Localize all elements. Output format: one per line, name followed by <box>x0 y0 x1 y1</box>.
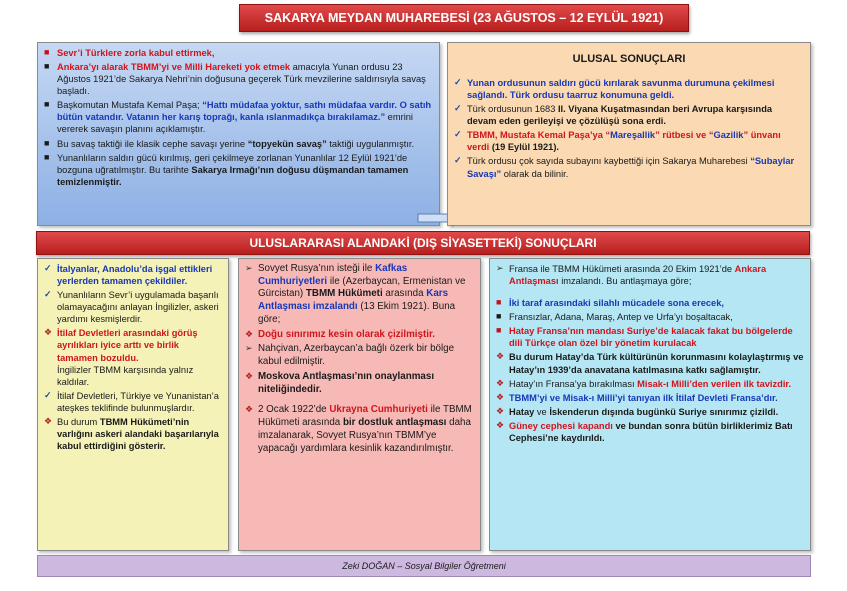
list-item: ✓ Türk ordusu çok sayıda subayını kaybettiği için Sakarya Muharebesi “Subaylar Savaşı” olarak da bilinir. <box>454 155 795 179</box>
list-item: ➢ Nahçivan, Azerbaycan’a bağlı özerk bir bölge kabul edilmiştir. <box>245 343 455 368</box>
list-item: ✓ Türk ordusunun 1683 II. Viyana Kuşatmasından beri Avrupa karşısında devam eden gerileyişi ve çözülüşü sona erdi. <box>454 103 773 127</box>
list-item: ■ Ankara’yı alarak TBMM’yi ve Milli Hareketi yok etmek amacıyla Yunan ordusu 23 Ağustos 1921’de Sakarya Nehri’nin doğusuna geçerek Türk mevzilerine saldırısıyla savaş başladı. <box>44 61 426 97</box>
list-item: ■ Başkomutan Mustafa Kemal Paşa; “Hattı müdafaa yoktur, sathı müdafaa vardır. O satıh bütün vatandır. Vatanın her karış toprağı, kanla ıslanmadıkça bırakılamaz.” emrini vererek savaşın planını açıklamıştır. <box>44 99 432 135</box>
list-item: ❖ Hatay’ın Fransa’ya bırakılması Misak-ı Milli’den verilen ilk tavizdir. <box>496 377 792 389</box>
diamond-bullet-icon: ❖ <box>496 377 505 388</box>
list-item: ❖ Bu durum TBMM Hükümeti’nin varlığını askeri alandaki başarılarıyla kabul ettirdiğini gösterir. <box>44 415 219 452</box>
checkmark-icon: ✓ <box>454 155 462 166</box>
list-item: ➢ Sovyet Rusya’nın isteği ile Kafkas Cumhuriyetleri ile (Azerbaycan, Ermenistan ve Gürcistan) TBMM Hükümeti arasında Kars Antlaşması imzalandı (13 Ekim 1921). Buna göre; <box>245 263 466 325</box>
square-bullet-icon: ■ <box>44 61 50 72</box>
list-item: ✓ Yunanlıların Sevr’i uygulamada başarılı olamayacağını anlayan İngilizler, askeri yardımı kesmişlerdir. <box>44 289 219 325</box>
checkmark-icon: ✓ <box>44 289 52 300</box>
page-title: SAKARYA MEYDAN MUHAREBESİ (23 AĞUSTOS – 12 EYLÜL 1921) <box>239 4 689 32</box>
list-item: ■ Fransızlar, Adana, Maraş, Antep ve Urfa’yı boşaltacak, <box>496 311 733 323</box>
square-bullet-icon: ■ <box>496 325 502 336</box>
list-item: ❖ TBMM’yi ve Misak-ı Milli’yi tanıyan ilk İtilaf Devleti Fransa’dır. <box>496 391 778 403</box>
list-item: ➢ Fransa ile TBMM Hükümeti arasında 20 Ekim 1921’de Ankara Antlaşması imzalandı. Bu antlaşmaya göre; <box>496 263 767 287</box>
list-item: ■ Yunanlıların saldırı gücü kırılmış, geri çekilmeye zorlanan Yunanlılar 12 Eylül 1921’de bozguna uğratılmıştır. Bu tarihte Sakarya Irmağı’nın doğusu düşmandan tamamen temizlenmiştir. <box>44 151 409 187</box>
arrow-bullet-icon: ➢ <box>245 343 253 354</box>
international-column-2 <box>238 258 481 551</box>
arrow-bullet-icon: ➢ <box>496 263 504 273</box>
causes-box <box>37 42 440 226</box>
national-results-box <box>447 42 811 226</box>
international-column-3 <box>489 258 811 551</box>
square-bullet-icon: ■ <box>44 99 50 110</box>
diamond-bullet-icon: ❖ <box>496 405 505 416</box>
square-bullet-icon: ■ <box>496 311 502 322</box>
square-bullet-icon: ■ <box>44 151 50 162</box>
diamond-bullet-icon: ❖ <box>44 415 53 426</box>
national-results-heading: ULUSAL SONUÇLARI <box>572 53 686 65</box>
diamond-bullet-icon: ❖ <box>44 327 53 338</box>
list-item: ❖ Hatay ve İskenderun dışında bugünkü Suriye sınırımız çizildi. <box>496 405 779 417</box>
square-bullet-icon: ■ <box>44 137 50 148</box>
arrow-bullet-icon: ➢ <box>245 263 253 273</box>
checkmark-icon: ✓ <box>44 389 52 400</box>
footer-author: Zeki DOĞAN – Sosyal Bilgiler Öğretmeni <box>37 555 811 577</box>
international-results-title: ULUSLARARASI ALANDAKİ (DIŞ SİYASETTEKİ) SONUÇLARI <box>36 231 810 255</box>
list-item: ✓ İtilaf Devletleri, Türkiye ve Yunanistan’a ateşkes teklifinde bulunmuşlardır. <box>44 389 219 413</box>
diamond-bullet-icon: ❖ <box>245 370 254 381</box>
list-item: ■ Bu savaş taktiği ile klasik cephe savaşı yerine “topyekün savaş” taktiği uygulanmıştır. <box>44 137 415 149</box>
diamond-bullet-icon: ❖ <box>245 328 254 339</box>
list-item: ✓ TBMM, Mustafa Kemal Paşa’ya “Mareşallik” rütbesi ve “Gazilik” ünvanı verdi (19 Eylül 1921). <box>454 129 781 153</box>
diamond-bullet-icon: ❖ <box>496 391 505 402</box>
list-item: ■ Sevr’i Türklere zorla kabul ettirmek, <box>44 47 215 58</box>
list-item: ❖ Bu durum Hatay’da Türk kültürünün korunmasını kolaylaştırmış ve Hatay’ın 1939’da anavatana katılmasına katkı sağlamıştır. <box>496 351 804 375</box>
checkmark-icon: ✓ <box>454 77 462 87</box>
checkmark-icon: ✓ <box>44 263 52 273</box>
diamond-bullet-icon: ❖ <box>496 351 505 362</box>
list-item: ❖ Moskova Antlaşması’nın onaylanması niteliğindedir. <box>245 370 435 395</box>
square-bullet-icon: ■ <box>44 47 50 57</box>
checkmark-icon: ✓ <box>454 129 462 140</box>
list-item: ■ İki taraf arasındaki silahlı mücadele sona erecek, <box>496 297 724 309</box>
square-bullet-icon: ■ <box>496 297 502 308</box>
list-item: ✓ Yunan ordusunun saldırı gücü kırılarak savunma durumuna çekilmesi sağlandı. Türk ordusu taarruz konumuna geldi. <box>454 77 775 101</box>
list-item: ❖ İtilaf Devletleri arasındaki görüş ayrılıkları iyice arttı ve birlik tamamen bozuldu. İngilizler TBMM karşısında yalnız kaldılar. <box>44 327 198 387</box>
list-item: ✓ İtalyanlar, Anadolu’da işgal ettikleri yerlerden tamamen çekildiler. <box>44 263 213 287</box>
diamond-bullet-icon: ❖ <box>496 419 505 430</box>
international-column-1 <box>37 258 229 551</box>
checkmark-icon: ✓ <box>454 103 462 114</box>
list-item: ❖ Güney cephesi kapandı ve bundan sonra bütün birliklerimiz Batı Cephesi’ne kaydırıldı. <box>496 419 793 443</box>
list-item: ■ Hatay Fransa’nın mandası Suriye’de kalacak fakat bu bölgelerde dili Türkçe olan özel bir yönetim kurulacak <box>496 325 793 349</box>
diamond-bullet-icon: ❖ <box>245 404 254 415</box>
list-item: ❖ 2 Ocak 1922’de Ukrayna Cumhuriyeti ile TBMM Hükümeti arasında bir dostluk antlaşması daha imzalanarak, Sovyet Rusya’nın TBMM’ye yapacağı yardımlara kesinlik kazandırılmıştır. <box>245 404 472 454</box>
list-item: ❖ Doğu sınırımız kesin olarak çizilmiştir. <box>245 328 435 340</box>
